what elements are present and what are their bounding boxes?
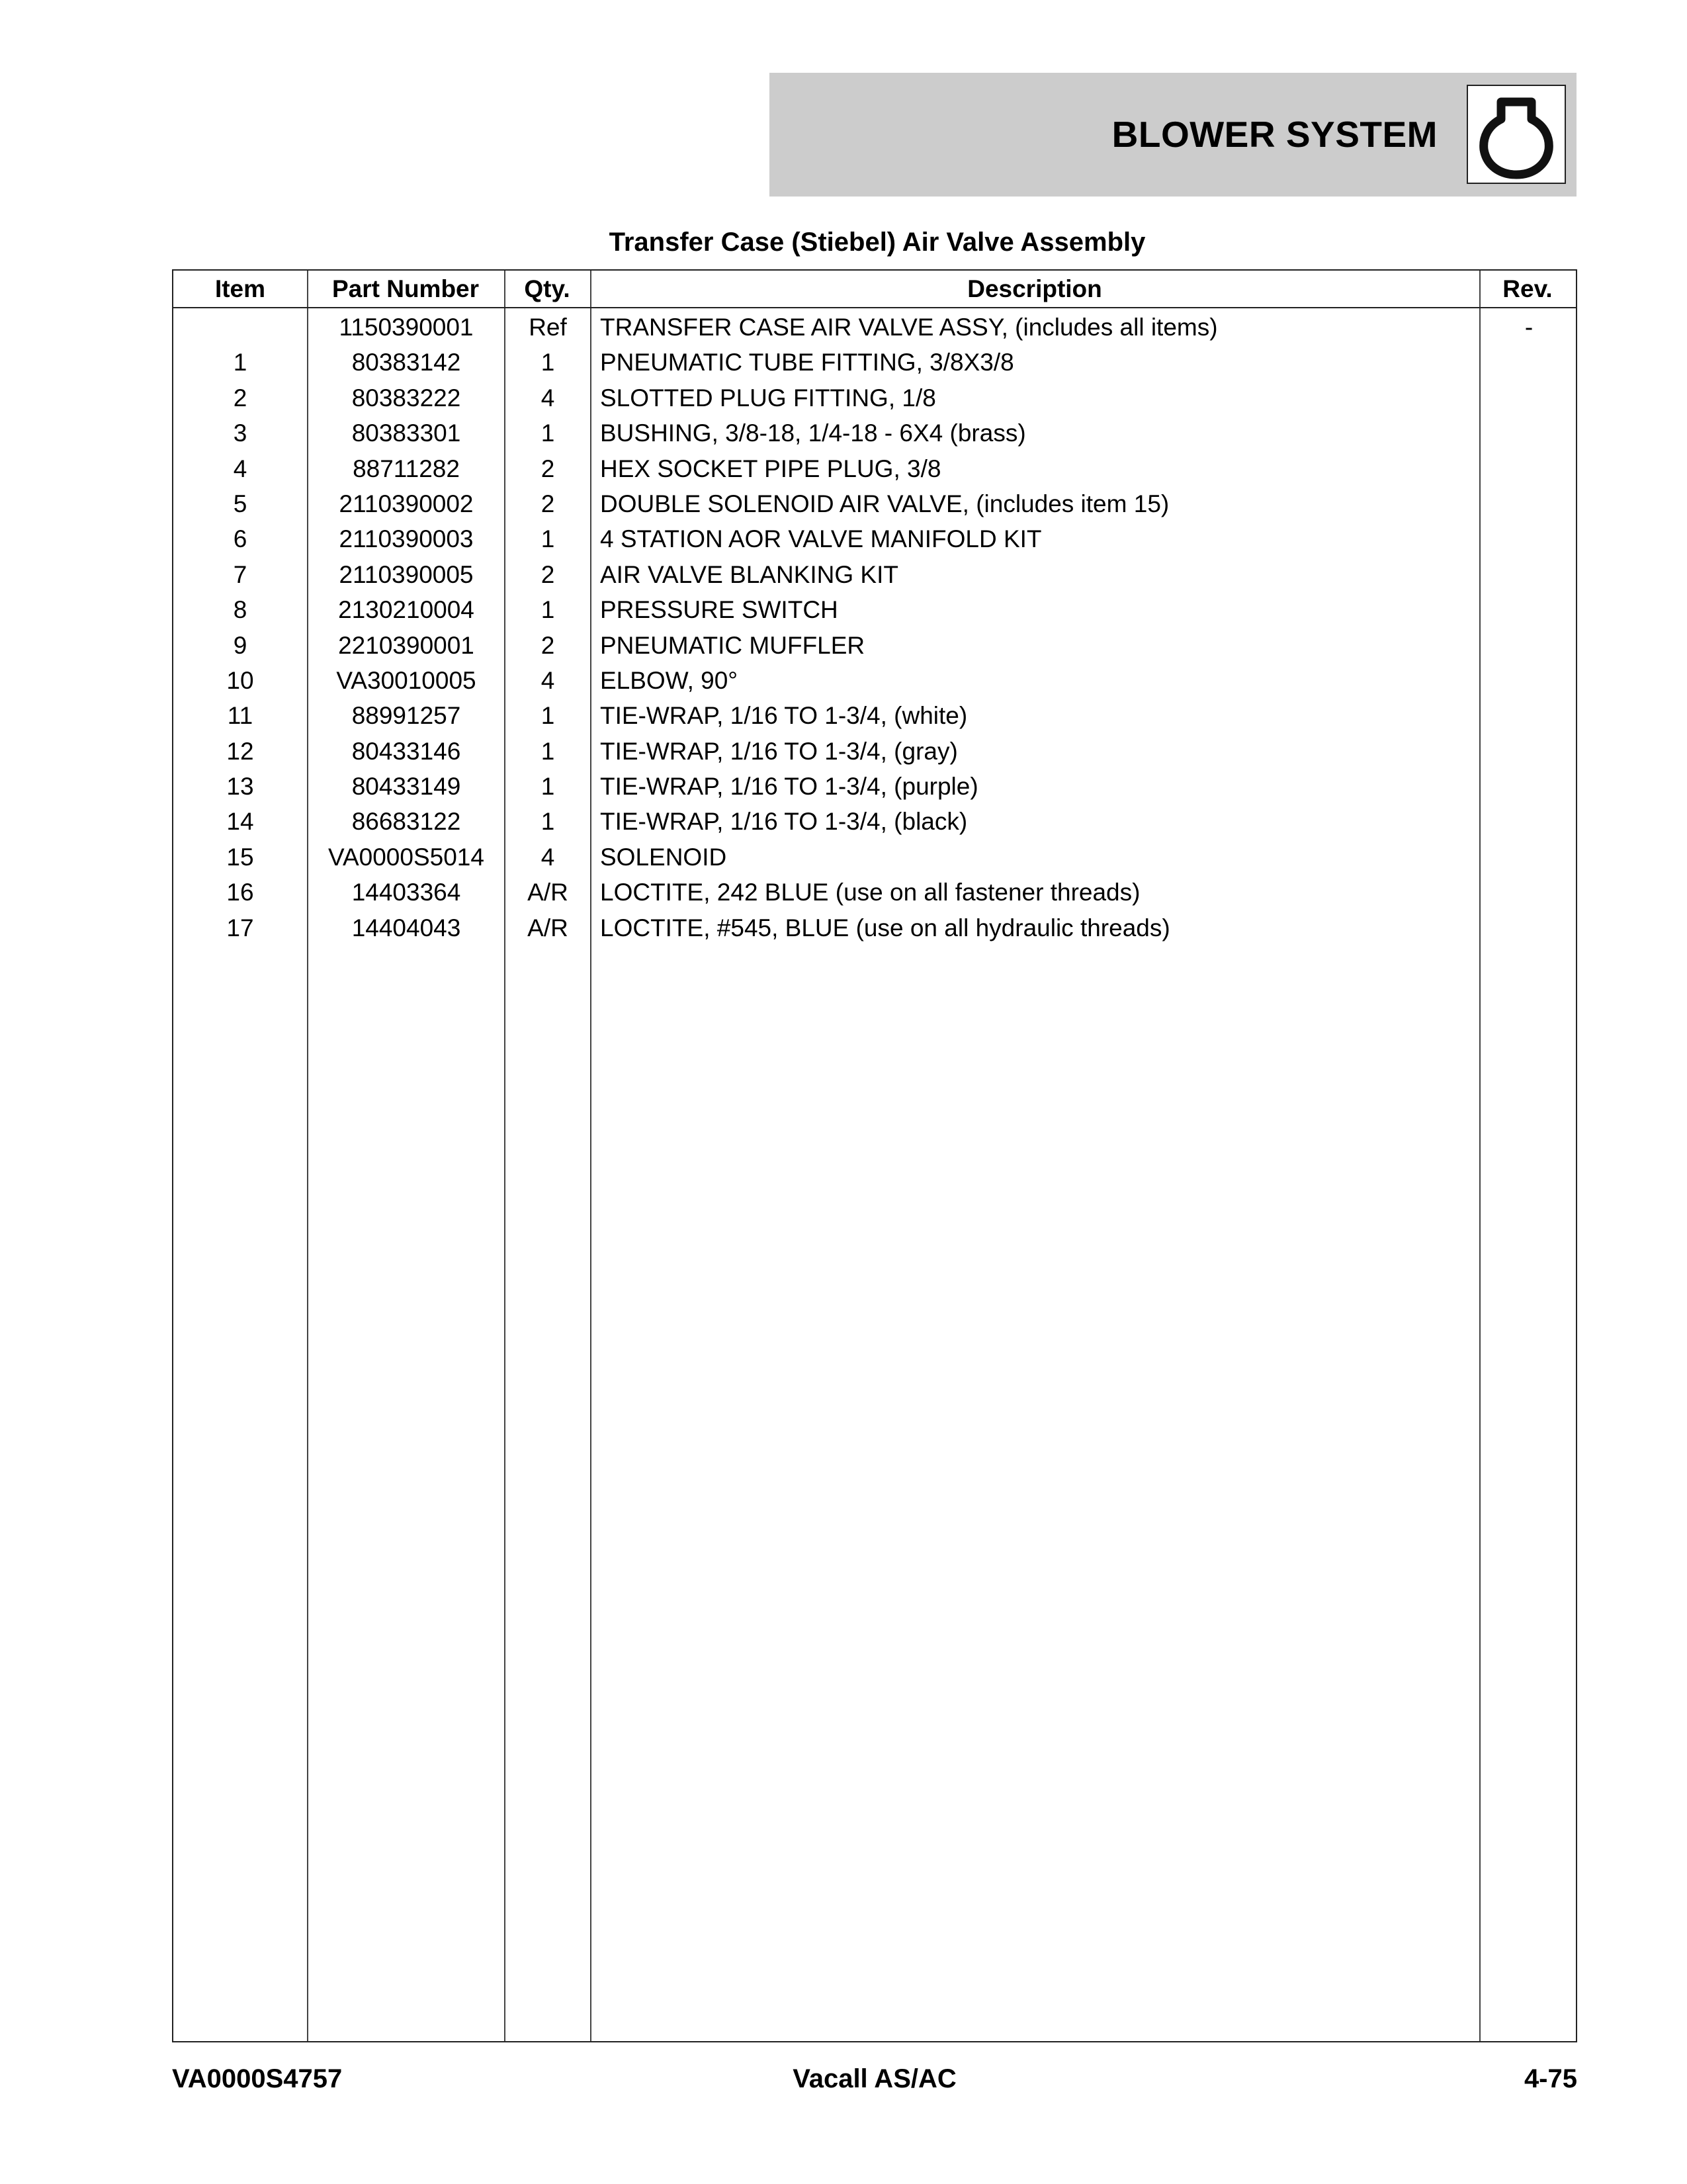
qty-cell: Ref (529, 314, 567, 341)
table-row (173, 310, 1576, 345)
qty-cell: 1 (541, 702, 555, 730)
rev-cell (1481, 557, 1577, 592)
part-number-cell: 88991257 (351, 702, 461, 730)
table-row (173, 663, 1576, 698)
column-header-rev: Rev. (1502, 275, 1553, 302)
item-cell: 16 (226, 879, 254, 906)
rev-cell (1481, 734, 1577, 769)
rev-cell (1481, 451, 1577, 486)
part-number-cell: 80433149 (351, 773, 461, 801)
table-title: Transfer Case (Stiebel) Air Valve Assembly (609, 228, 1146, 257)
table-row (173, 451, 1576, 486)
table-row (173, 698, 1576, 733)
description-cell: DOUBLE SOLENOID AIR VALVE, (includes item 15) (600, 490, 1170, 517)
rev-cell (1481, 380, 1577, 415)
qty-cell: 2 (541, 455, 555, 482)
blower-system-icon-graphic (1468, 86, 1565, 183)
item-cell: 2 (233, 384, 247, 412)
qty-cell: 1 (541, 525, 555, 553)
item-cell: 7 (233, 560, 247, 588)
table-row (173, 840, 1576, 875)
part-number-cell: 86683122 (351, 808, 461, 836)
description-cell: HEX SOCKET PIPE PLUG, 3/8 (600, 455, 941, 482)
qty-cell: 1 (541, 808, 555, 836)
header-divider (173, 307, 1576, 308)
column-header-description: Description (967, 275, 1102, 302)
description-cell: PNEUMATIC MUFFLER (600, 631, 865, 659)
table-row (173, 486, 1576, 521)
description-cell: ELBOW, 90° (600, 666, 738, 694)
qty-cell: A/R (527, 879, 568, 906)
part-number-cell: 2110390005 (339, 560, 474, 588)
manual-title: Vacall AS/AC (793, 2064, 957, 2093)
qty-cell: 1 (541, 737, 555, 765)
description-cell: BUSHING, 3/8-18, 1/4-18 - 6X4 (brass) (600, 419, 1026, 447)
part-number-cell: 88711282 (353, 455, 460, 482)
table-body (173, 310, 1576, 945)
item-cell: 14 (226, 808, 254, 836)
table-row (173, 734, 1576, 769)
item-cell: 5 (233, 490, 247, 517)
table-row (173, 521, 1576, 556)
item-cell: 1 (233, 349, 247, 376)
table-row (173, 628, 1576, 663)
item-cell: 9 (233, 631, 247, 659)
description-cell: LOCTITE, #545, BLUE (use on all hydraulic threads) (600, 914, 1170, 941)
qty-cell: 1 (541, 773, 555, 801)
item-cell: 10 (226, 666, 254, 694)
section-title: BLOWER SYSTEM (1111, 114, 1438, 155)
table-row (173, 769, 1576, 804)
qty-cell: A/R (527, 914, 568, 941)
qty-cell: 1 (541, 349, 555, 376)
rev-cell (1481, 628, 1577, 663)
description-cell: TRANSFER CASE AIR VALVE ASSY, (includes all items) (600, 314, 1218, 341)
document-number: VA0000S4757 (172, 2064, 343, 2093)
description-cell: PNEUMATIC TUBE FITTING, 3/8X3/8 (600, 349, 1014, 376)
part-number-cell: 80383142 (351, 349, 461, 376)
part-number-cell: 2130210004 (338, 596, 474, 624)
qty-cell: 1 (541, 419, 555, 447)
description-cell: 4 STATION AOR VALVE MANIFOLD KIT (600, 525, 1042, 553)
table-row (173, 415, 1576, 451)
parts-table (172, 269, 1577, 2042)
qty-cell: 4 (541, 666, 555, 694)
rev-cell (1481, 840, 1577, 875)
rev-cell (1481, 663, 1577, 698)
table-row (173, 592, 1576, 627)
item-cell: 13 (226, 773, 254, 801)
rev-cell (1481, 486, 1577, 521)
rev-cell (1481, 910, 1577, 945)
item-cell (173, 310, 307, 345)
table-row (173, 380, 1576, 415)
description-cell: AIR VALVE BLANKING KIT (600, 560, 898, 588)
rev-cell (1481, 698, 1577, 733)
table-row (173, 557, 1576, 592)
part-number-cell: VA30010005 (336, 666, 476, 694)
qty-cell: 2 (541, 631, 555, 659)
item-cell: 6 (233, 525, 247, 553)
description-cell: TIE-WRAP, 1/16 TO 1-3/4, (black) (600, 808, 968, 836)
table-row (173, 345, 1576, 380)
part-number-cell: VA0000S5014 (328, 843, 484, 871)
item-cell: 11 (227, 702, 253, 730)
item-cell: 17 (226, 914, 254, 941)
description-cell: PRESSURE SWITCH (600, 596, 838, 624)
part-number-cell: 80383301 (351, 419, 461, 447)
description-cell: TIE-WRAP, 1/16 TO 1-3/4, (gray) (600, 737, 958, 765)
blower-system-icon (1467, 85, 1566, 184)
part-number-cell: 2110390003 (339, 525, 474, 553)
section-header-band (769, 73, 1577, 197)
part-number-cell: 14404043 (351, 914, 461, 941)
table-row (173, 804, 1576, 839)
qty-cell: 2 (541, 490, 555, 517)
description-cell: TIE-WRAP, 1/16 TO 1-3/4, (purple) (600, 773, 978, 801)
description-cell: SOLENOID (600, 843, 727, 871)
rev-cell (1481, 521, 1577, 556)
description-cell: LOCTITE, 242 BLUE (use on all fastener threads) (600, 879, 1141, 906)
item-cell: 12 (226, 737, 254, 765)
table-row (173, 910, 1576, 945)
rev-cell (1481, 804, 1577, 839)
rev-cell (1481, 769, 1577, 804)
qty-cell: 4 (541, 384, 555, 412)
part-number-cell: 2110390002 (339, 490, 474, 517)
column-header-item: Item (214, 275, 266, 302)
item-cell: 8 (233, 596, 247, 624)
item-cell: 3 (233, 419, 247, 447)
description-cell: SLOTTED PLUG FITTING, 1/8 (600, 384, 936, 412)
qty-cell: 4 (541, 843, 555, 871)
part-number-cell: 2210390001 (338, 631, 474, 659)
rev-cell (1481, 592, 1577, 627)
rev-cell (1481, 345, 1577, 380)
column-header-qty: Qty. (524, 275, 570, 302)
rev-cell (1481, 415, 1577, 451)
column-header-part-number: Part Number (331, 275, 480, 302)
qty-cell: 2 (541, 560, 555, 588)
table-row (173, 875, 1576, 910)
qty-cell: 1 (541, 596, 555, 624)
part-number-cell: 14403364 (351, 879, 461, 906)
page-number: 4-75 (1524, 2064, 1577, 2093)
part-number-cell: 1150390001 (339, 314, 474, 341)
rev-cell: - (1524, 314, 1534, 341)
item-cell: 4 (233, 455, 247, 482)
part-number-cell: 80383222 (351, 384, 461, 412)
part-number-cell: 80433146 (351, 737, 461, 765)
item-cell: 15 (226, 843, 254, 871)
rev-cell (1481, 875, 1577, 910)
description-cell: TIE-WRAP, 1/16 TO 1-3/4, (white) (600, 702, 968, 730)
